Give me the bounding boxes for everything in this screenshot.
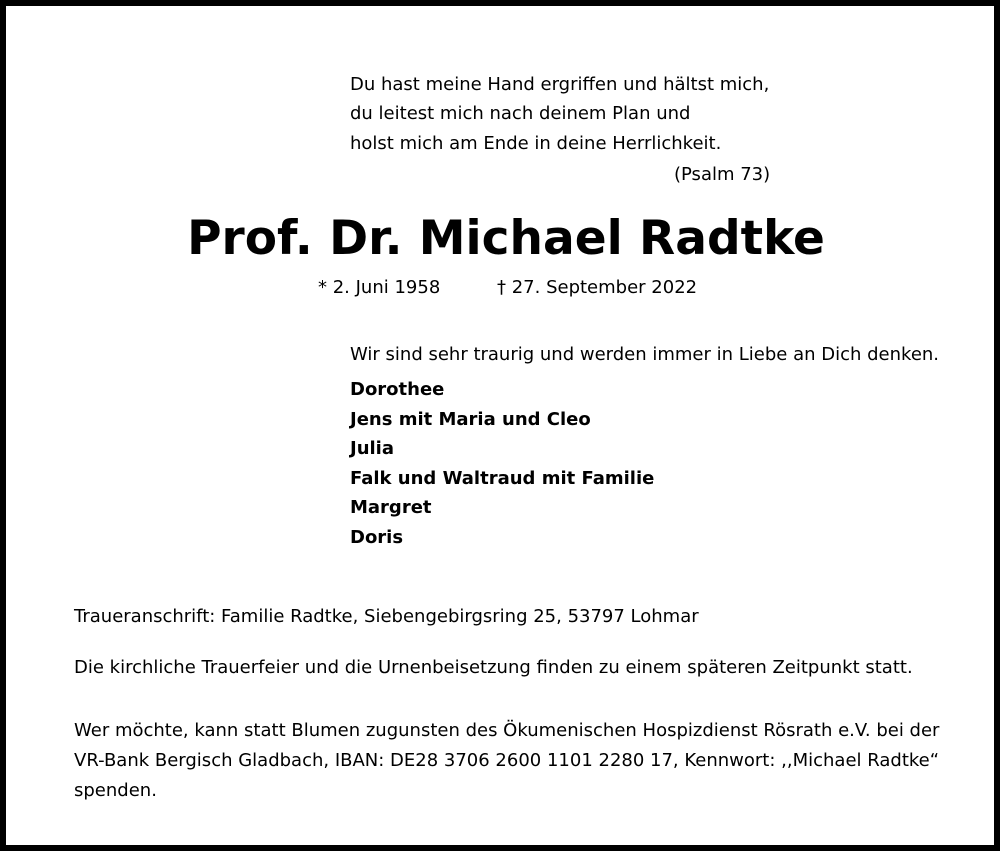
psalm-line-2: du leitest mich nach deinem Plan und <box>350 103 691 124</box>
psalm-reference: (Psalm 73) <box>674 164 771 185</box>
mourners-list <box>350 380 654 558</box>
psalm-line-1: Du hast meine Hand ergriffen und hältst mich, <box>350 74 770 95</box>
donation-line-3: spenden. <box>74 780 157 801</box>
mourner-name: Julia <box>350 438 394 460</box>
mourner-name: Falk und Waltraud mit Familie <box>350 467 655 489</box>
death-date: † 27. September 2022 <box>497 277 698 298</box>
donation-line-2: VR-Bank Bergisch Gladbach, IBAN: DE28 3706 2600 1101 2280 17, Kennwort: ,,Michael Radtke“ <box>74 750 940 771</box>
birth-date: * 2. Juni 1958 <box>318 277 441 298</box>
donation-line-1: Wer möchte, kann statt Blumen zugunsten des Ökumenischen Hospizdienst Rösrath e.V. bei der <box>74 720 940 741</box>
mourner-name: Doris <box>350 526 404 548</box>
mourner-name: Margret <box>350 497 432 519</box>
mourning-address: Traueranschrift: Familie Radtke, Siebengebirgsring 25, 53797 Lohmar <box>74 606 699 627</box>
deceased-name: Prof. Dr. Michael Radtke <box>187 211 825 266</box>
ceremony-notice: Die kirchliche Trauerfeier und die Urnenbeisetzung finden zu einem späteren Zeitpunkt statt. <box>74 657 913 678</box>
mourner-name: Dorothee <box>350 379 445 400</box>
mourner-name: Jens mit Maria und Cleo <box>350 408 591 430</box>
donation-notice <box>74 716 939 806</box>
psalm-line-3: holst mich am Ende in deine Herrlichkeit. <box>350 133 722 154</box>
mourning-message: Wir sind sehr traurig und werden immer in Liebe an Dich denken. <box>350 344 940 365</box>
